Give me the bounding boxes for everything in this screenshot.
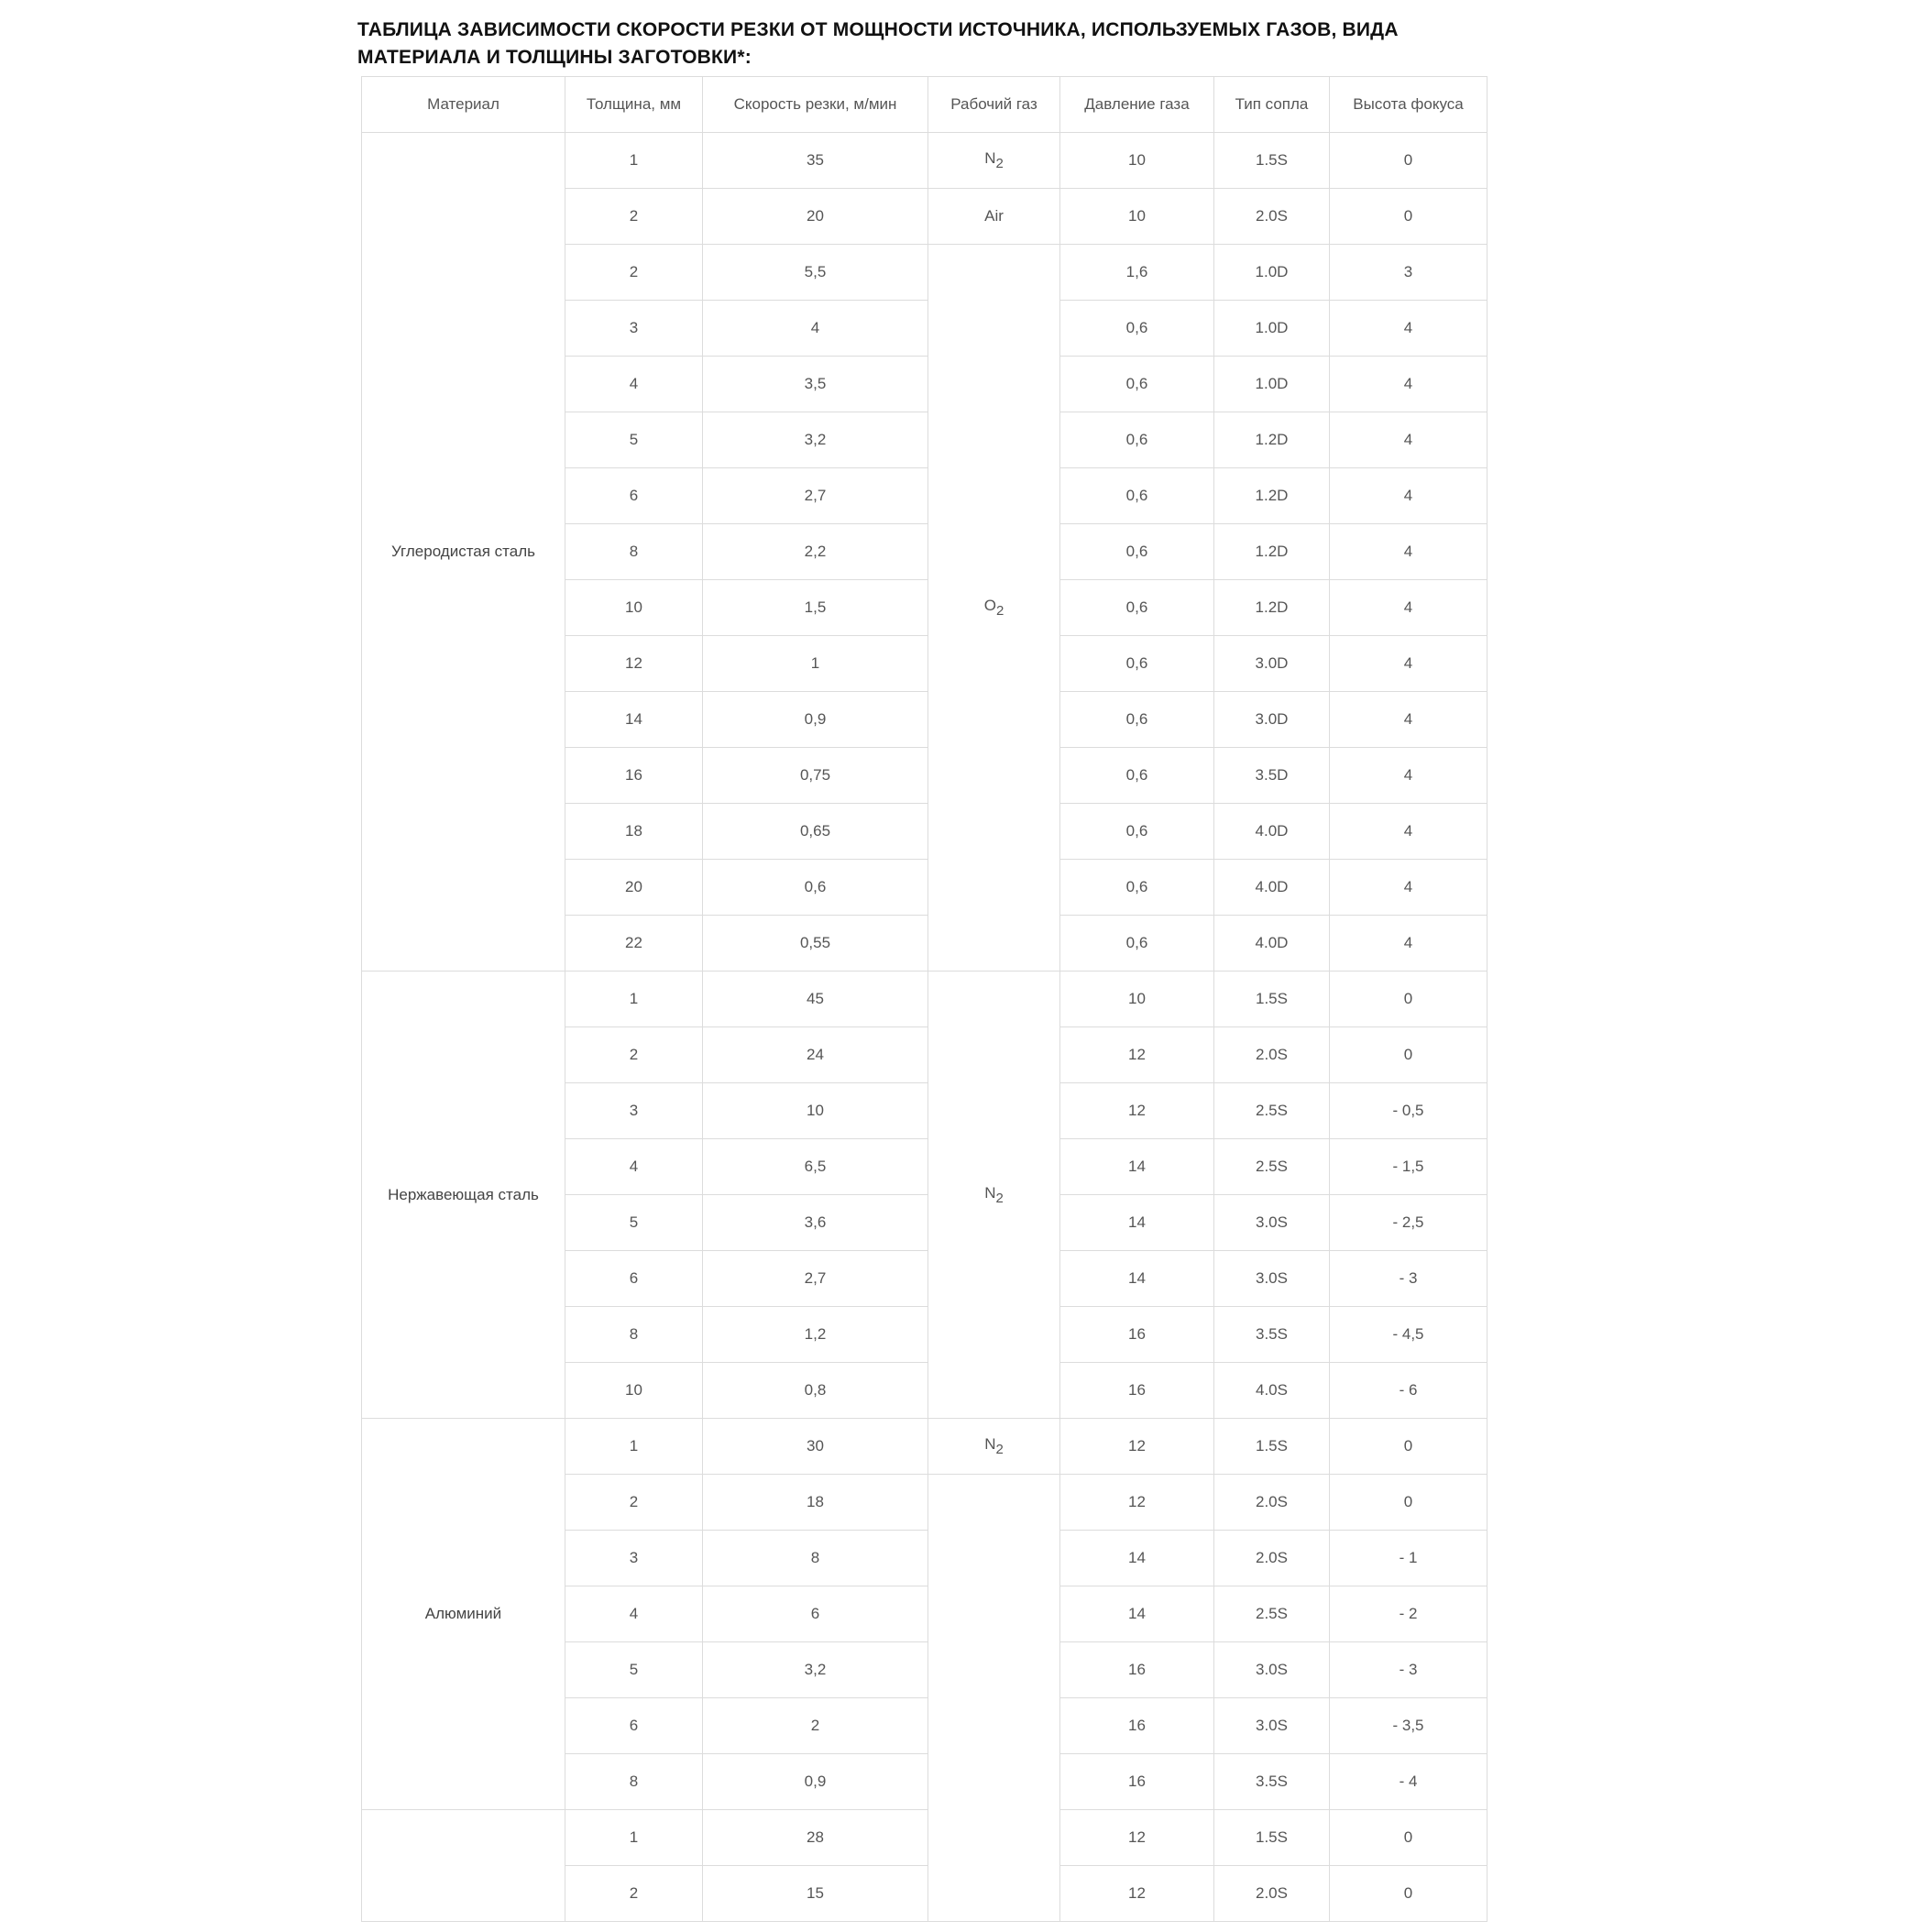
speed-cell: 2,7 — [703, 468, 928, 524]
speed-cell: 35 — [703, 133, 928, 189]
thickness-cell: 4 — [565, 1139, 703, 1195]
focus-cell: 4 — [1330, 804, 1487, 860]
focus-cell: 3 — [1330, 245, 1487, 301]
focus-cell: - 6 — [1330, 1363, 1487, 1419]
column-header-material: Материал — [362, 77, 565, 133]
column-header-pressure: Давление газа — [1060, 77, 1214, 133]
speed-cell: 3,2 — [703, 412, 928, 468]
speed-cell: 10 — [703, 1083, 928, 1139]
pressure-cell: 0,6 — [1060, 636, 1214, 692]
speed-cell: 3,6 — [703, 1195, 928, 1251]
speed-cell: 0,9 — [703, 1754, 928, 1810]
thickness-cell: 12 — [565, 636, 703, 692]
nozzle-cell: 2.0S — [1214, 189, 1330, 245]
pressure-cell: 12 — [1060, 1866, 1214, 1922]
gas-base: N — [984, 149, 996, 167]
pressure-cell: 12 — [1060, 1810, 1214, 1866]
nozzle-cell: 2.5S — [1214, 1586, 1330, 1642]
focus-cell: - 1 — [1330, 1531, 1487, 1586]
gas-base: O — [983, 597, 996, 614]
thickness-cell: 4 — [565, 357, 703, 412]
nozzle-cell: 3.0S — [1214, 1698, 1330, 1754]
material-cell-fourth — [362, 1810, 565, 1922]
thickness-cell: 2 — [565, 1866, 703, 1922]
gas-cell-n2 — [928, 133, 1060, 189]
focus-cell: - 3 — [1330, 1251, 1487, 1307]
nozzle-cell: 1.2D — [1214, 580, 1330, 636]
pressure-cell: 16 — [1060, 1642, 1214, 1698]
focus-cell: 4 — [1330, 301, 1487, 357]
nozzle-cell: 3.0S — [1214, 1642, 1330, 1698]
nozzle-cell: 1.0D — [1214, 357, 1330, 412]
pressure-cell: 0,6 — [1060, 860, 1214, 916]
focus-cell: - 2 — [1330, 1586, 1487, 1642]
thickness-cell: 3 — [565, 1083, 703, 1139]
focus-cell: 0 — [1330, 1027, 1487, 1083]
speed-cell: 15 — [703, 1866, 928, 1922]
column-header-speed: Скорость резки, м/мин — [703, 77, 928, 133]
nozzle-cell: 1.5S — [1214, 133, 1330, 189]
column-header-nozzle: Тип сопла — [1214, 77, 1330, 133]
nozzle-cell: 2.0S — [1214, 1866, 1330, 1922]
speed-cell: 24 — [703, 1027, 928, 1083]
pressure-cell: 14 — [1060, 1195, 1214, 1251]
nozzle-cell: 3.0S — [1214, 1195, 1330, 1251]
focus-cell: 4 — [1330, 748, 1487, 804]
focus-cell: 4 — [1330, 468, 1487, 524]
speed-cell: 1 — [703, 636, 928, 692]
pressure-cell: 0,6 — [1060, 468, 1214, 524]
pressure-cell: 0,6 — [1060, 580, 1214, 636]
nozzle-cell: 2.5S — [1214, 1139, 1330, 1195]
pressure-cell: 16 — [1060, 1698, 1214, 1754]
focus-cell: 4 — [1330, 692, 1487, 748]
speed-cell: 0,6 — [703, 860, 928, 916]
speed-cell: 0,9 — [703, 692, 928, 748]
cutting-speed-table-wrapper — [361, 76, 1487, 1922]
focus-cell: 0 — [1330, 1810, 1487, 1866]
pressure-cell: 0,6 — [1060, 916, 1214, 971]
thickness-cell: 1 — [565, 133, 703, 189]
nozzle-cell: 3.0S — [1214, 1251, 1330, 1307]
pressure-cell: 1,6 — [1060, 245, 1214, 301]
pressure-cell: 12 — [1060, 1419, 1214, 1475]
pressure-cell: 0,6 — [1060, 748, 1214, 804]
speed-cell: 0,65 — [703, 804, 928, 860]
page-title: ТАБЛИЦА ЗАВИСИМОСТИ СКОРОСТИ РЕЗКИ ОТ МОЩНОСТИ ИСТОЧНИКА, ИСПОЛЬЗУЕМЫХ ГАЗОВ, ВИДА МАТЕРИАЛА И ТОЛЩИНЫ ЗАГОТОВКИ*: — [357, 19, 1399, 68]
nozzle-cell: 3.5S — [1214, 1307, 1330, 1363]
pressure-cell: 14 — [1060, 1586, 1214, 1642]
nozzle-cell: 1.0D — [1214, 245, 1330, 301]
nozzle-cell: 3.0D — [1214, 692, 1330, 748]
nozzle-cell: 1.5S — [1214, 971, 1330, 1027]
nozzle-cell: 3.5D — [1214, 748, 1330, 804]
thickness-cell: 10 — [565, 580, 703, 636]
speed-cell: 6 — [703, 1586, 928, 1642]
focus-cell: - 4,5 — [1330, 1307, 1487, 1363]
focus-cell: - 0,5 — [1330, 1083, 1487, 1139]
table-row — [362, 971, 1487, 1027]
speed-cell: 4 — [703, 301, 928, 357]
pressure-cell: 0,6 — [1060, 412, 1214, 468]
thickness-cell: 2 — [565, 245, 703, 301]
material-cell-carbon: Углеродистая сталь — [362, 133, 565, 971]
focus-cell: 4 — [1330, 357, 1487, 412]
nozzle-cell: 1.2D — [1214, 468, 1330, 524]
thickness-cell: 18 — [565, 804, 703, 860]
thickness-cell: 20 — [565, 860, 703, 916]
speed-cell: 3,2 — [703, 1642, 928, 1698]
gas-cell-n2 — [928, 1419, 1060, 1475]
focus-cell: 0 — [1330, 189, 1487, 245]
speed-cell: 3,5 — [703, 357, 928, 412]
thickness-cell: 1 — [565, 971, 703, 1027]
table-header-row — [362, 77, 1487, 133]
pressure-cell: 12 — [1060, 1027, 1214, 1083]
pressure-cell: 10 — [1060, 971, 1214, 1027]
gas-cell-air — [928, 189, 1060, 245]
speed-cell: 2 — [703, 1698, 928, 1754]
speed-cell: 2,2 — [703, 524, 928, 580]
speed-cell: 45 — [703, 971, 928, 1027]
nozzle-cell: 3.0D — [1214, 636, 1330, 692]
thickness-cell: 2 — [565, 189, 703, 245]
gas-subscript: 2 — [995, 1442, 1004, 1457]
thickness-cell: 1 — [565, 1810, 703, 1866]
pressure-cell: 14 — [1060, 1139, 1214, 1195]
nozzle-cell: 4.0D — [1214, 804, 1330, 860]
focus-cell: 4 — [1330, 860, 1487, 916]
column-header-thickness: Толщина, мм — [565, 77, 703, 133]
pressure-cell: 0,6 — [1060, 357, 1214, 412]
pressure-cell: 0,6 — [1060, 524, 1214, 580]
nozzle-cell: 4.0D — [1214, 860, 1330, 916]
focus-cell: 4 — [1330, 916, 1487, 971]
speed-cell: 0,8 — [703, 1363, 928, 1419]
thickness-cell: 6 — [565, 1251, 703, 1307]
pressure-cell: 14 — [1060, 1531, 1214, 1586]
pressure-cell: 16 — [1060, 1307, 1214, 1363]
gas-base: N — [984, 1183, 996, 1202]
nozzle-cell: 1.5S — [1214, 1419, 1330, 1475]
speed-cell: 1,2 — [703, 1307, 928, 1363]
thickness-cell: 2 — [565, 1027, 703, 1083]
gas-subscript: 2 — [995, 603, 1004, 619]
gas-base: Air — [984, 207, 1004, 225]
thickness-cell: 3 — [565, 301, 703, 357]
focus-cell: 4 — [1330, 524, 1487, 580]
focus-cell: 0 — [1330, 1419, 1487, 1475]
thickness-cell: 1 — [565, 1419, 703, 1475]
nozzle-cell: 1.5S — [1214, 1810, 1330, 1866]
pressure-cell: 12 — [1060, 1475, 1214, 1531]
pressure-cell: 16 — [1060, 1363, 1214, 1419]
material-cell-aluminum: Алюминий — [362, 1419, 565, 1810]
nozzle-cell: 2.5S — [1214, 1083, 1330, 1139]
focus-cell: 4 — [1330, 636, 1487, 692]
nozzle-cell: 4.0S — [1214, 1363, 1330, 1419]
thickness-cell: 8 — [565, 1754, 703, 1810]
pressure-cell: 0,6 — [1060, 301, 1214, 357]
table-row — [362, 1810, 1487, 1866]
table-row — [362, 133, 1487, 189]
material-cell-stainless: Нержавеющая сталь — [362, 971, 565, 1419]
focus-cell: - 1,5 — [1330, 1139, 1487, 1195]
thickness-cell: 6 — [565, 1698, 703, 1754]
nozzle-cell: 4.0D — [1214, 916, 1330, 971]
focus-cell: - 3 — [1330, 1642, 1487, 1698]
pressure-cell: 12 — [1060, 1083, 1214, 1139]
speed-cell: 0,55 — [703, 916, 928, 971]
thickness-cell: 3 — [565, 1531, 703, 1586]
thickness-cell: 8 — [565, 524, 703, 580]
gas-base: N — [984, 1435, 996, 1453]
pressure-cell: 16 — [1060, 1754, 1214, 1810]
nozzle-cell: 1.2D — [1214, 412, 1330, 468]
thickness-cell: 6 — [565, 468, 703, 524]
thickness-cell: 2 — [565, 1475, 703, 1531]
focus-cell: 4 — [1330, 580, 1487, 636]
pressure-cell: 0,6 — [1060, 692, 1214, 748]
pressure-cell: 0,6 — [1060, 804, 1214, 860]
nozzle-cell: 1.0D — [1214, 301, 1330, 357]
speed-cell: 28 — [703, 1810, 928, 1866]
speed-cell: 0,75 — [703, 748, 928, 804]
focus-cell: - 4 — [1330, 1754, 1487, 1810]
column-header-focus: Высота фокуса — [1330, 77, 1487, 133]
speed-cell: 30 — [703, 1419, 928, 1475]
pressure-cell: 14 — [1060, 1251, 1214, 1307]
nozzle-cell: 2.0S — [1214, 1027, 1330, 1083]
focus-cell: 4 — [1330, 412, 1487, 468]
focus-cell: 0 — [1330, 133, 1487, 189]
speed-cell: 18 — [703, 1475, 928, 1531]
gas-subscript: 2 — [995, 156, 1004, 171]
thickness-cell: 22 — [565, 916, 703, 971]
table-row — [362, 1419, 1487, 1475]
cutting-speed-table — [361, 76, 1487, 1922]
speed-cell: 8 — [703, 1531, 928, 1586]
gas-subscript: 2 — [995, 1190, 1004, 1206]
focus-cell: 0 — [1330, 1866, 1487, 1922]
focus-cell: 0 — [1330, 971, 1487, 1027]
speed-cell: 5,5 — [703, 245, 928, 301]
pressure-cell: 10 — [1060, 133, 1214, 189]
nozzle-cell: 2.0S — [1214, 1475, 1330, 1531]
thickness-cell: 5 — [565, 412, 703, 468]
speed-cell: 2,7 — [703, 1251, 928, 1307]
thickness-cell: 16 — [565, 748, 703, 804]
nozzle-cell: 3.5S — [1214, 1754, 1330, 1810]
gas-cell-empty — [928, 1475, 1060, 1922]
focus-cell: - 3,5 — [1330, 1698, 1487, 1754]
nozzle-cell: 2.0S — [1214, 1531, 1330, 1586]
thickness-cell: 5 — [565, 1195, 703, 1251]
speed-cell: 20 — [703, 189, 928, 245]
focus-cell: 0 — [1330, 1475, 1487, 1531]
speed-cell: 6,5 — [703, 1139, 928, 1195]
speed-cell: 1,5 — [703, 580, 928, 636]
thickness-cell: 4 — [565, 1586, 703, 1642]
thickness-cell: 10 — [565, 1363, 703, 1419]
focus-cell: - 2,5 — [1330, 1195, 1487, 1251]
nozzle-cell: 1.2D — [1214, 524, 1330, 580]
thickness-cell: 5 — [565, 1642, 703, 1698]
gas-cell-o2 — [928, 245, 1060, 971]
pressure-cell: 10 — [1060, 189, 1214, 245]
gas-cell-n2 — [928, 971, 1060, 1419]
column-header-gas: Рабочий газ — [928, 77, 1060, 133]
thickness-cell: 8 — [565, 1307, 703, 1363]
thickness-cell: 14 — [565, 692, 703, 748]
